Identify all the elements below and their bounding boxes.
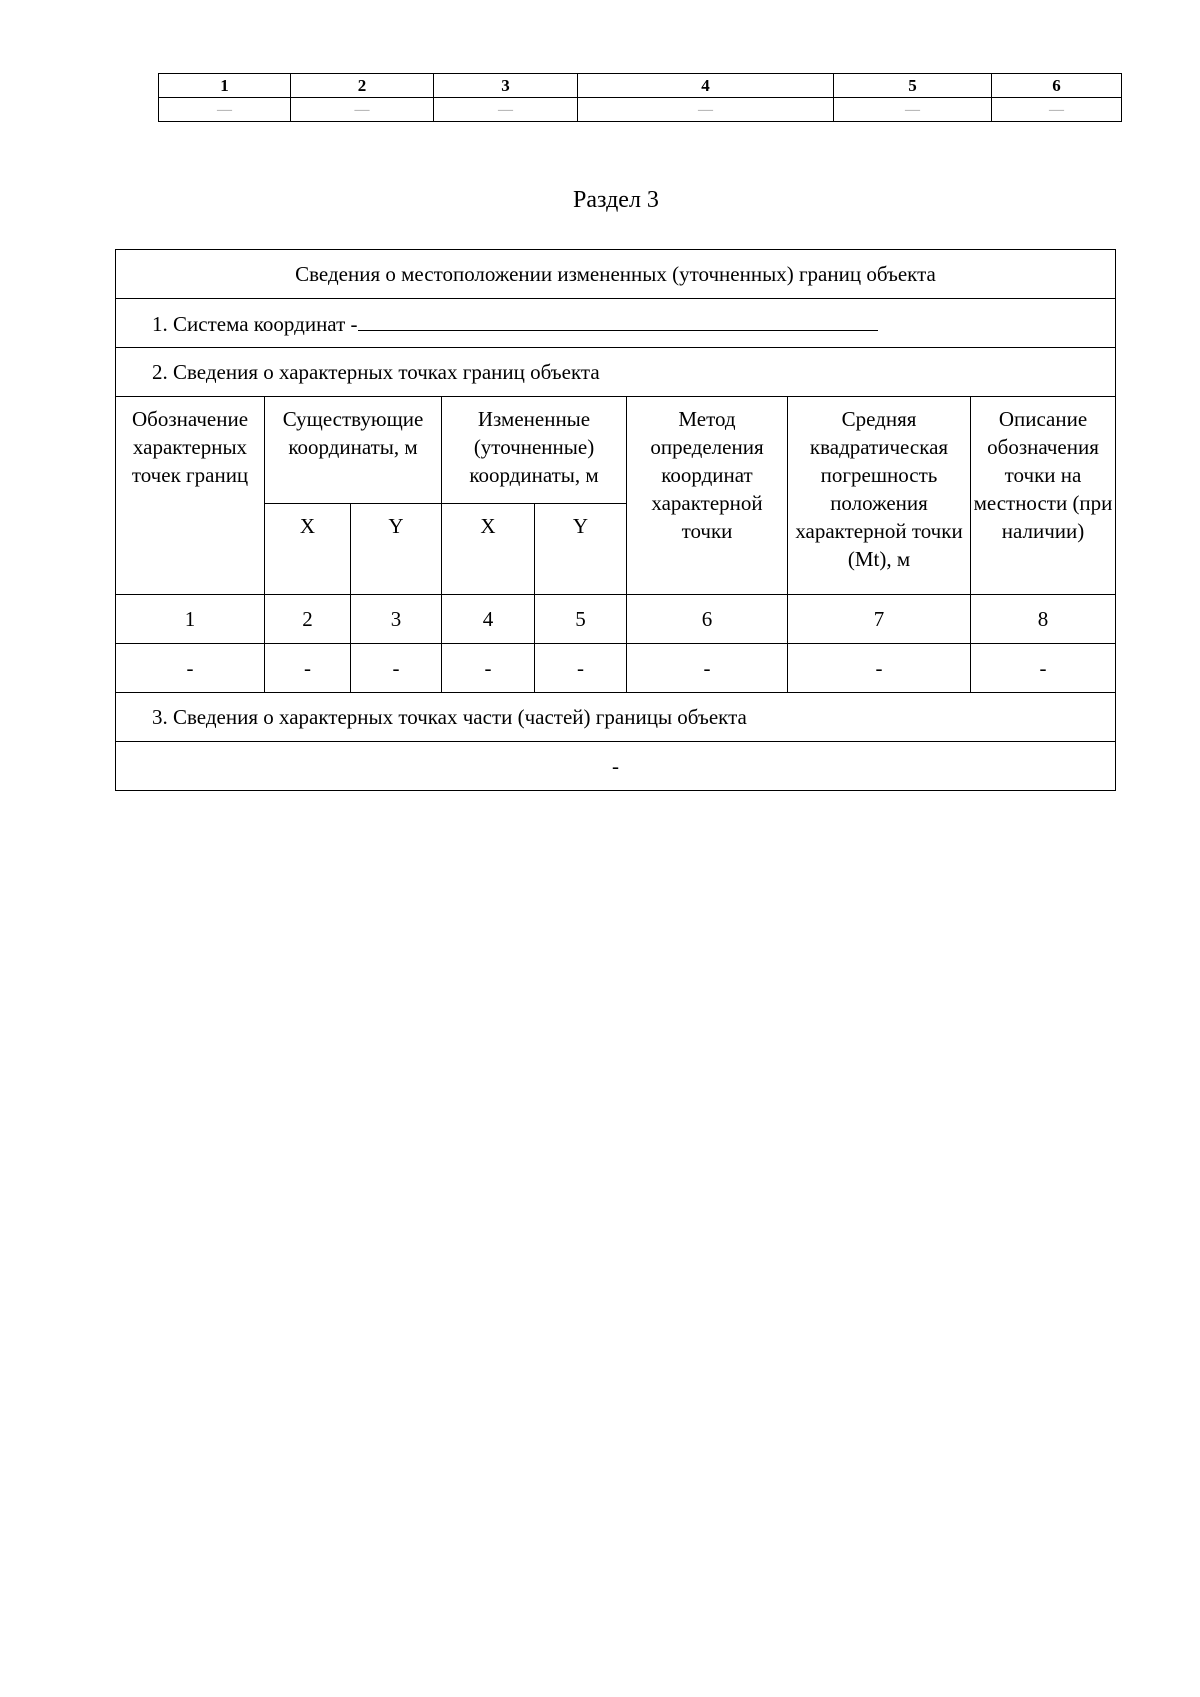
column-number: 8 (971, 595, 1116, 644)
header-changed-y: Y (535, 504, 627, 595)
coord-system-row (116, 299, 1116, 348)
column-number-row (116, 595, 1116, 644)
column-number: 2 (265, 595, 351, 644)
top-value-cell: — (834, 98, 992, 122)
header-error: Средняя квадратическая погрешность положения характерной точки (Mt), м (788, 397, 971, 595)
table-cell: - (265, 644, 351, 693)
top-value-cell: — (992, 98, 1122, 122)
table-title: Сведения о местоположении измененных (уточненных) границ объекта (116, 250, 1116, 299)
top-table-value-row (159, 98, 1122, 122)
table-row (116, 644, 1116, 693)
header-row (116, 397, 1116, 504)
coord-system-input-line (358, 308, 878, 331)
top-header-cell: 3 (434, 74, 578, 98)
table-cell: - (116, 644, 265, 693)
header-description: Описание обозначения точки на местности (при наличии) (971, 397, 1116, 595)
header-existing-coords: Существующие координаты, м (265, 397, 442, 504)
column-number: 5 (535, 595, 627, 644)
table-cell: - (627, 644, 788, 693)
column-number: 6 (627, 595, 788, 644)
top-header-cell: 1 (159, 74, 291, 98)
parts-value: - (116, 742, 1116, 791)
section-title: Раздел 3 (573, 187, 659, 213)
table-cell: - (351, 644, 442, 693)
parts-section-label: 3. Сведения о характерных точках части (частей) границы объекта (116, 693, 1116, 742)
top-table-header-row (159, 74, 1122, 98)
header-method: Метод определения координат характерной точки (627, 397, 788, 595)
header-designation: Обозначение характерных точек границ (116, 397, 265, 595)
column-number: 1 (116, 595, 265, 644)
top-header-cell: 2 (291, 74, 434, 98)
column-number: 4 (442, 595, 535, 644)
top-header-cell: 6 (992, 74, 1122, 98)
top-value-cell: — (291, 98, 434, 122)
top-value-cell: — (578, 98, 834, 122)
column-number: 3 (351, 595, 442, 644)
header-changed-x: X (442, 504, 535, 595)
table-cell: - (788, 644, 971, 693)
top-table (158, 73, 1122, 122)
column-number: 7 (788, 595, 971, 644)
header-changed-coords: Измененные (уточненные) координаты, м (442, 397, 627, 504)
coord-system-label: 1. Система координат - (152, 312, 358, 336)
table-cell: - (971, 644, 1116, 693)
table-cell: - (535, 644, 627, 693)
main-table (115, 249, 1116, 791)
top-header-cell: 5 (834, 74, 992, 98)
top-header-cell: 4 (578, 74, 834, 98)
points-section-label: 2. Сведения о характерных точках границ объекта (116, 348, 1116, 397)
table-cell: - (442, 644, 535, 693)
header-existing-y: Y (351, 504, 442, 595)
top-value-cell: — (159, 98, 291, 122)
top-value-cell: — (434, 98, 578, 122)
header-existing-x: X (265, 504, 351, 595)
